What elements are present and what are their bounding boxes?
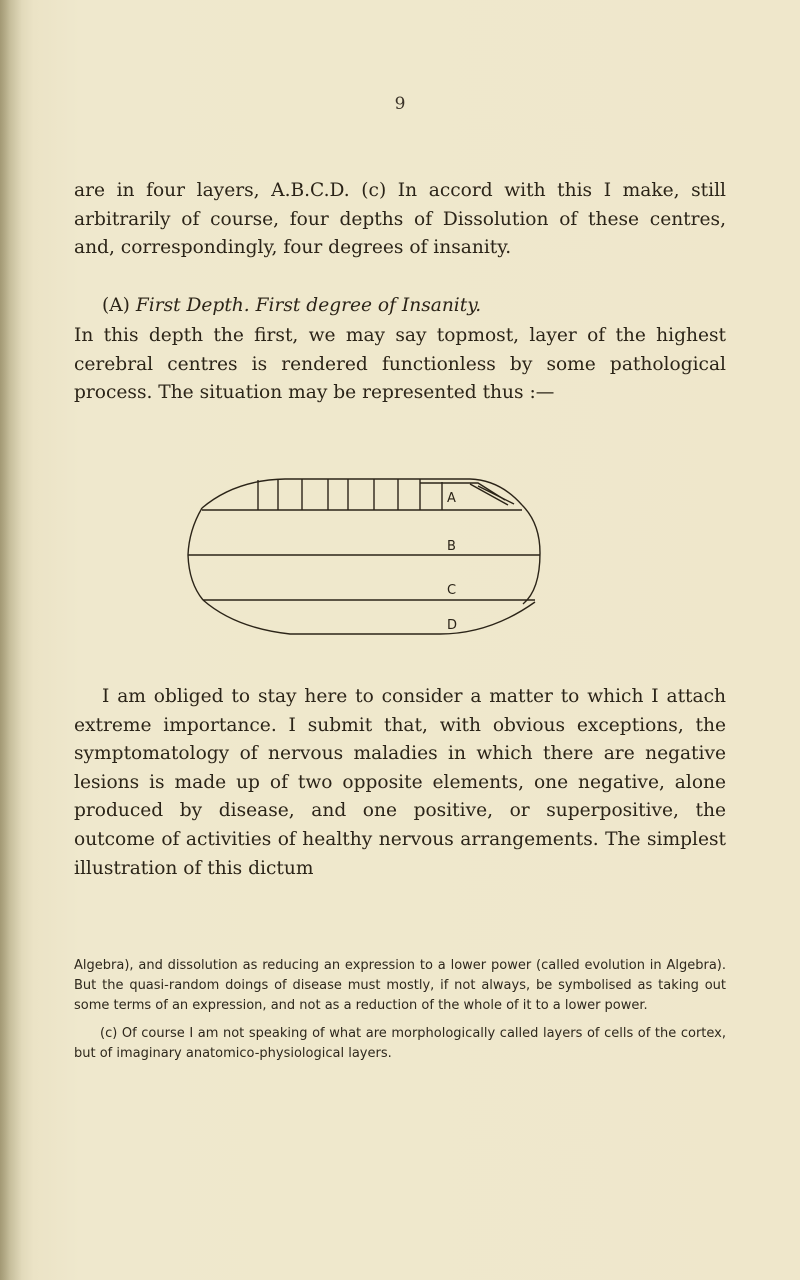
heading-title: First Depth. [135,295,250,316]
diagram-label-d: D [447,618,458,633]
diagram-hatch [470,484,508,505]
diagram-bottom-outline [203,600,535,634]
footnotes [74,956,726,1072]
diagram-left-side [188,508,203,600]
diagram-hatch [478,486,514,504]
diagram-label-a: A [447,491,456,506]
page-number: 9 [394,94,406,114]
heading-letter: (A) [102,295,130,316]
paragraph-layers: are in four layers, A.B.C.D. (c) In accord with this I make, still arbitrarily of course, four depths of Dissolution of these centres, and, correspondingly, four degrees of insanity. [74,180,726,259]
diagram-label-c: C [447,583,457,598]
diagram-label-b: B [447,539,456,554]
heading-subtitle: First degree of Insanity. [255,295,482,316]
paragraph-symptomatology: I am obliged to stay here to consider a matter to which I attach extreme importance. I submit that, with obvious exceptions, the symptomatology of nervous maladies in which there are negative lesions is made up of two opposite elements, one negative, alone produced by disease, and one positive, or superpositive, the outcome of activities of healthy nervous arrangements. The simplest illustration of this dictum [74,686,726,879]
diagram-a-box [420,483,505,500]
footnote-c: (c) Of course I am not speaking of what are morphologically called layers of cells of the cortex, but of imaginary anatomico-physiological layers. [74,1026,726,1061]
paragraph-first-depth: In this depth the first, we may say topmost, layer of the highest cerebral centres is rendered functionless by some pathological process. The situation may be represented thus :— [74,325,726,404]
footnote-continued: Algebra), and dissolution as reducing an expression to a lower power (called evolution in Algebra). But the quasi-random doings of disease must mostly, if not always, be symbolised as taking out some terms of an expression, and not as a reduction of the whole of it to a lower power. [74,958,726,1013]
